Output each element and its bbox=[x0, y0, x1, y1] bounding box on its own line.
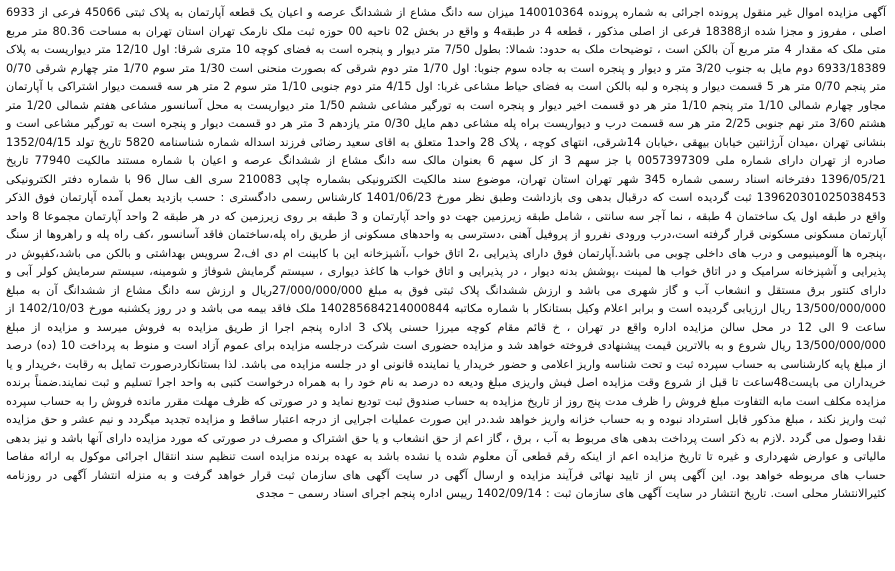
auction-notice-text: آگهی مزایده اموال غیر منقول پرونده اجرائی به شماره پرونده 140010364 میزان سه دانگ مشاع از ششدانگ عرصه و اعیان یک قطعه آپارتمان به پلاک ثبتی 45066 فرعی از 6933 اصلی ، مفروز و مجزا شده از18388 فرعی از اصلی مذکور ، قطعه 4 در طبقه4 و واقع در بخش 02 ناحیه 00 حوزه ثبت ملک نارمک تهران استان تهران به مساحت 80.36 متر مربع متی ملک که مقدار 4 متر مربع آن بالکن است ، توضیحات ملک به حدود: شمالا: بطول 7/50 متر دیوار و پنجره است به فضای کوچه 10 متری شرقا: اول 12/10 متر دیواریست به پلاک 6933/18389 دوم مایل به جنوب 3/20 متر و دیوار و پنجره است به جاده سوم جنوبا: اول 1/70 متر دوم شرقی که بصورت منحنی است 1/30 متر سوم 1/70 متر چهارم شرقی 0/70 متر پنجم 0/70 متر هر 5 قسمت دیوار و پنجره و لبه بالکن است به فضای حیاط مشاعی غربا: اول 4/15 متر دوم جنوبی 1/10 متر سوم 2 متر هر سه قسمت دیوار اشتراکی با آپارتمان مجاور چهارم شمالی 1/10 متر پنجم 1/10 متر هر دو قسمت اخیر دیوار و پنجره است به تورگیر مشاعی ششم 1/50 متر دیواریست به محل آسانسور مشاعی هفتم شمالی 1/20 متر هشتم 3/60 متر نهم جنوبی 2/25 متر هر سه قسمت درب و دیواریست براه پله مشاعی دهم مایل 0/30 متر یازدهم 3 متر هر دو قسمت دیوار و پنجره است به تورگیر مشاعی است و بنشانی تهران ،میدان آرژانتین خیابان بیهقی ،خیابان 14شرقی، انتهای کوچه ، پلاک 28 واحد1 متعلق به اقای سعید رضائی فرزند اسداله شماره شناسنامه 5820 تاریخ تولد 1352/04/15 صادره از تهران دارای شماره ملی 0057397309 با جز سهم 3 از کل سهم 6 بعنوان مالک سه دانگ مشاع از ششدانگ عرصه و اعیان با شماره مستند مالکیت 77940 تاریخ 1396/05/21 دفترخانه اسناد رسمی شماره 345 شهر تهران استان تهران، موضوع سند مالکیت الکترونیکی بشماره چاپی 210083 سری الف سال 96 با شماره دفتر الکترونیکی 139620301025038453 ثبت گردیده است که درقبال بدهی وی بازداشت وطبق نظر مورخ 1401/06/23 کارشناس رسمی دادگستری : حسب بازدید بعمل آمده آپارتمان فوق الذکر واقع در طبقه اول یک ساختمان 4 طبقه ، نما آجر سه سانتی ، شامل طبقه زیرزمین جهت دو واحد آپارتمان و 3 طبقه بر روی زیرزمین که در هر طبقه 2 واحد آپارتمان مجموعا 8 واحد آپارتمان مسکونی مسکونی قرار گرفته است،درب ورودی نفررو از پروفیل آهنی ،دسترسی به واحدهای مسکونی از طریق راه پله،ساختمان فاقد آسانسور ،کف راه پله و راهروها از سنگ ،پنجره ها آلومینیومی و درب های داخلی چوبی می باشد.آپارتمان فوق دارای پذیرایی ،2 اتاق خواب ،آشپزخانه این با کابینت ام دی اف،2 سرویس بهداشتی و بالکن می باشد،کفپوش در پذیرایی و آشپزخانه سرامیک و در اتاق خواب ها لمینت ،پوشش بدنه دیوار ، در پذیرایی و اتاق خواب ها کاغذ دیواری ، سیستم گرمایش شوفاژ و شومینه، سیستم سرمایش کولر آبی و دارای کنتور برق مستقل و انشعاب آب و گاز شهری می باشد و ارزش ششدانگ پلاک ثبتی فوق به مبلغ 27/000/000/000ریال و ارزش سه دانگ مشاع از ششدانگ آن به مبلغ 13/500/000/000 ریال ارزیابی گردیده است و برابر اعلام وکیل بستانکار با شماره مکاتبه 140285684214000844 ملک فاقد بیمه می باشد و در روز یکشنبه مورخ 1402/10/03 از ساعت 9 الی 12 در محل سالن مزایده اداره واقع در تهران ، خ قائم مقام کوچه میرزا حسنی پلاک 3 اداره پنجم اجرا از طریق مزایده به فروش میرسد و مزایده از مبلغ 13/500/000/000 ریال شروع و به بالاترین قیمت پیشنهادی فروخته خواهد شد و مزایده حضوری است شرکت درجلسه مزایده برای عموم آزاد است و منوط به پرداخت 10 (ده) درصد از مبلغ پایه کارشناسی به حساب سپرده ثبت و تحت شناسه واریز اعلامی و حضور خریدار یا نماینده قانونی او در جلسه مزایده می باشد. لذا بستانکاردرصورت تمایل به رقابت ،خریدار و یا خریداران می بایست48ساعت تا قبل از شروع وقت مزایده اصل فیش واریزی مبلغ ودیعه ده درصد به نام خود را به همراه درخواست کتبی به واحد اجرا تسلیم و ثبت نمایند.ضمناً برنده مزایده مکلف است مابه التفاوت مبلغ فروش را ظرف مدت پنج روز از تاریخ مزایده به حساب صندوق ثبت تودیع نماید و در صورتی که ظرف مهلت مقرر مانده فروش را به حساب سپرده ثبت واریز نکند ، مبلغ مذکور قابل استرداد نبوده و به حساب خزانه واریز خواهد شد.در این صورت عملیات اجرایی از درجه اعتبار ساقط و مزایده تجدید میگردد و نیم عشر و حق مزایده نقدا وصول می گردد .لازم به ذکر است پرداخت بدهی های مربوط به آب ، برق ، گاز اعم از حق انشعاب و یا حق اشتراک و مصرف در صورتی که مورد مزایده دارای آنها باشد و نیز بدهی مالیاتی و عوارض شهرداری و غیره تا تاریخ مزایده اعم از اینکه رقم قطعی آن معلوم شده یا نشده باشد به عهده برنده مزایده است تنظیم سند انتقال اجرائی موکول به ارائه مفاصا حساب های مربوطه خواهد بود. این آگهی پس از تایید نهائی فرآیند مزایده و ارسال آگهی در سایت آگهی های سازمان ثبت قرار خواهد گرفت و به منزله انتشار آگهی در روزنامه کثیرالانتشار محلی است. تاریخ انتشار در سایت آگهی های سازمان ثبت : 1402/09/14 رییس اداره پنجم اجرای اسناد رسمی – مجدی bbox=[6, 6, 887, 500]
